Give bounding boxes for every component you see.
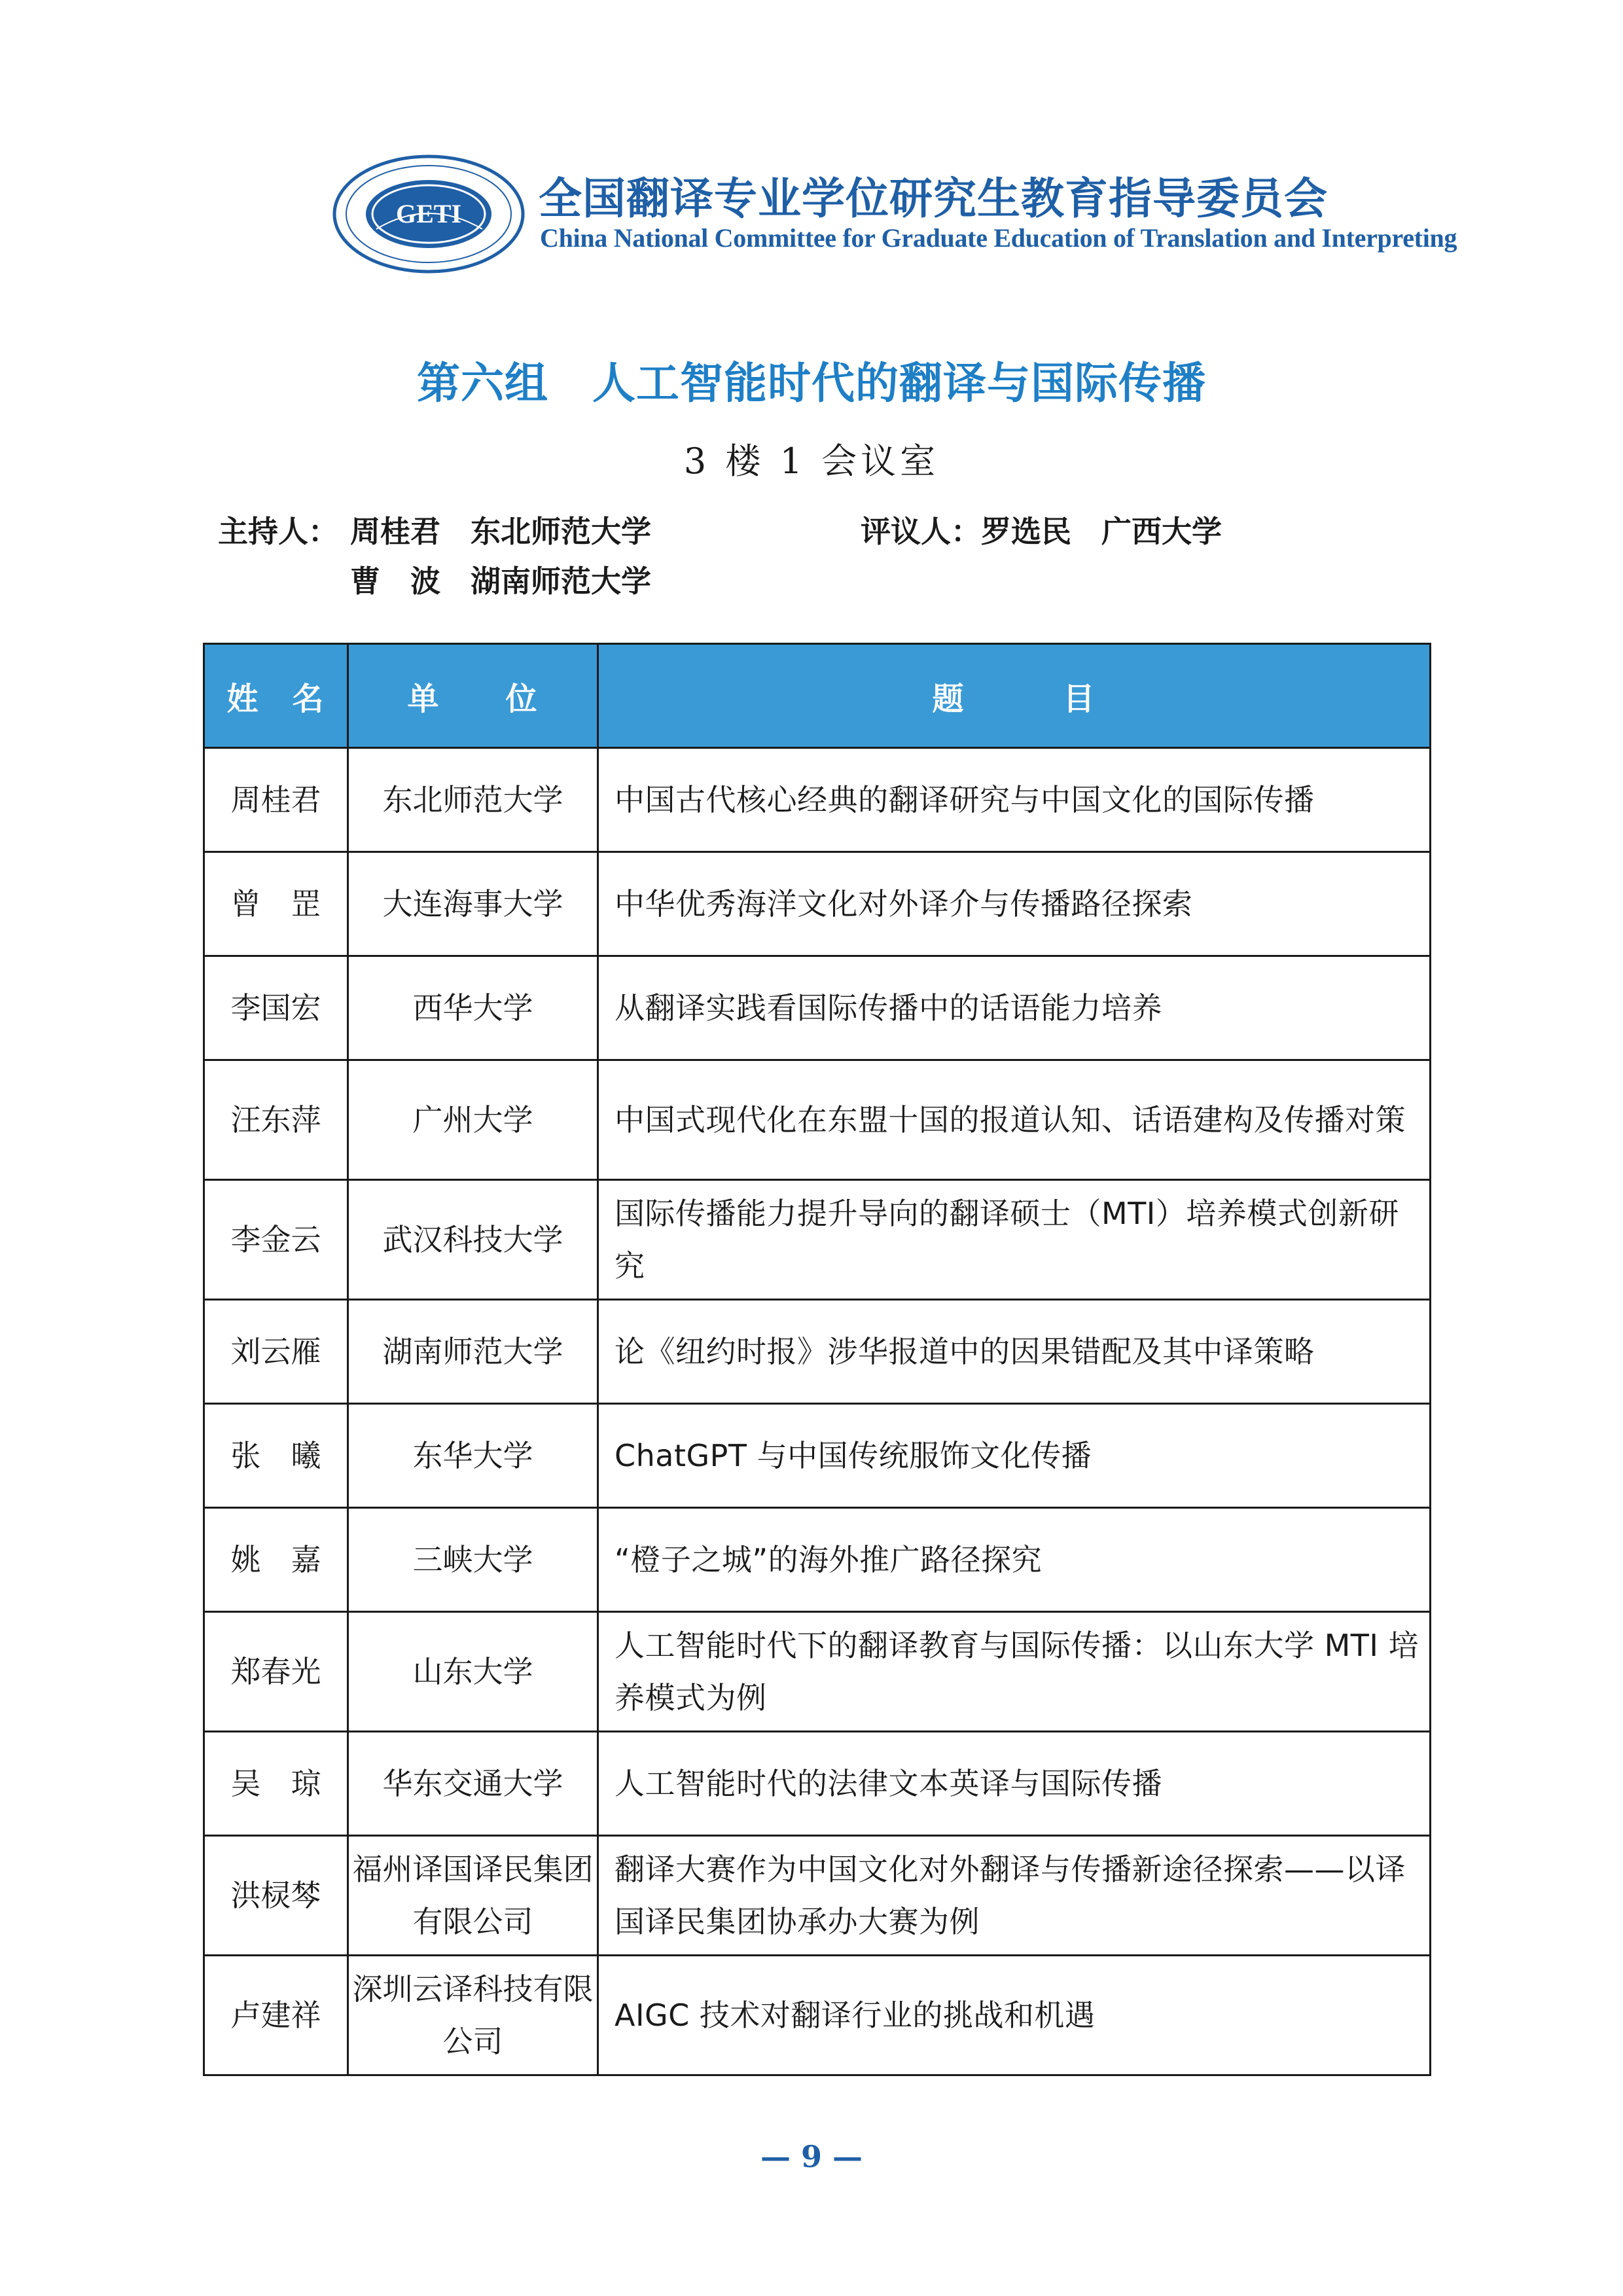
presentation-topic: 人工智能时代下的翻译教育与国际传播：以山东大学 MTI 培养模式为例 [598, 1612, 1431, 1732]
presenter-name: 李国宏 [204, 956, 348, 1060]
presenter-name: 李金云 [204, 1180, 348, 1300]
presenter-name: 周桂君 [204, 748, 348, 852]
presenter-org: 湖南师范大学 [348, 1300, 598, 1404]
presenter-org: 东华大学 [348, 1404, 598, 1508]
table-row [204, 956, 1431, 1060]
table-row [204, 1300, 1431, 1404]
presentation-topic: 国际传播能力提升导向的翻译硕士（MTI）培养模式创新研究 [598, 1180, 1431, 1300]
table-row [204, 852, 1431, 956]
table-row [204, 1404, 1431, 1508]
presenter-name: 曾 罡 [204, 852, 348, 956]
presentation-topic: AIGC 技术对翻译行业的挑战和机遇 [598, 1956, 1431, 2075]
column-header-org: 单 位 [348, 644, 598, 748]
session-title: 第六组 人工智能时代的翻译与国际传播 [417, 358, 1206, 408]
presenter-org: 华东交通大学 [348, 1732, 598, 1836]
presenter-org: 福州译国译民集团有限公司 [348, 1836, 598, 1956]
table-row [204, 1956, 1431, 2075]
presentation-topic: 从翻译实践看国际传播中的话语能力培养 [598, 956, 1431, 1060]
svg-text:GETI: GETI [395, 199, 462, 228]
host-1: 周桂君 东北师范大学 [350, 514, 651, 549]
table-header-row [204, 644, 1431, 748]
table-row [204, 1508, 1431, 1612]
table-row [204, 1180, 1431, 1300]
org-name-en: China National Committee for Graduate Education of Translation and Interpreting [540, 223, 1457, 253]
presenter-name: 洪棂棽 [204, 1836, 348, 1956]
page-number: — 9 — [760, 2139, 863, 2174]
committee-logo [330, 152, 1457, 276]
table-row [204, 1612, 1431, 1732]
host-label: 主持人： [218, 514, 338, 549]
column-header-name: 姓 名 [204, 644, 348, 748]
reviewer: 评议人：罗选民 广西大学 [861, 514, 1222, 549]
presenter-name: 吴 琼 [204, 1732, 348, 1836]
presentation-topic: 人工智能时代的法律文本英译与国际传播 [598, 1732, 1431, 1836]
presentation-topic: 中国古代核心经典的翻译研究与中国文化的国际传播 [598, 748, 1431, 852]
presenter-org: 武汉科技大学 [348, 1180, 598, 1300]
presenter-name: 郑春光 [204, 1612, 348, 1732]
presenter-name: 刘云雁 [204, 1300, 348, 1404]
presenter-org: 山东大学 [348, 1612, 598, 1732]
column-header-topic: 题 目 [598, 644, 1431, 748]
schedule-table [203, 643, 1431, 2076]
presentation-topic: 中华优秀海洋文化对外译介与传播路径探索 [598, 852, 1431, 956]
presenter-org: 三峡大学 [348, 1508, 598, 1612]
presenter-org: 深圳云译科技有限公司 [348, 1956, 598, 2075]
presenter-org: 西华大学 [348, 956, 598, 1060]
table-row [204, 1060, 1431, 1180]
org-name-cn: 全国翻译专业学位研究生教育指导委员会 [539, 173, 1328, 224]
presenter-org: 东北师范大学 [348, 748, 598, 852]
presenter-name: 卢建祥 [204, 1956, 348, 2075]
presentation-topic: 论《纽约时报》涉华报道中的因果错配及其中译策略 [598, 1300, 1431, 1404]
presentation-topic: 中国式现代化在东盟十国的报道认知、话语建构及传播对策 [598, 1060, 1431, 1180]
presenter-name: 姚 嘉 [204, 1508, 348, 1612]
presentation-topic: 翻译大赛作为中国文化对外翻译与传播新途径探索——以译国译民集团协承办大赛为例 [598, 1836, 1431, 1956]
host-2: 曹 波 湖南师范大学 [350, 564, 651, 599]
geti-seal-icon [330, 152, 527, 276]
presenter-name: 汪东萍 [204, 1060, 348, 1180]
session-room: 3 楼 1 会议室 [683, 440, 940, 482]
table-row [204, 1732, 1431, 1836]
presenter-org: 大连海事大学 [348, 852, 598, 956]
table-row [204, 1836, 1431, 1956]
presentation-topic: “橙子之城”的海外推广路径探究 [598, 1508, 1431, 1612]
presentation-topic: ChatGPT 与中国传统服饰文化传播 [598, 1404, 1431, 1508]
table-row [204, 748, 1431, 852]
presenter-name: 张 曦 [204, 1404, 348, 1508]
presenter-org: 广州大学 [348, 1060, 598, 1180]
